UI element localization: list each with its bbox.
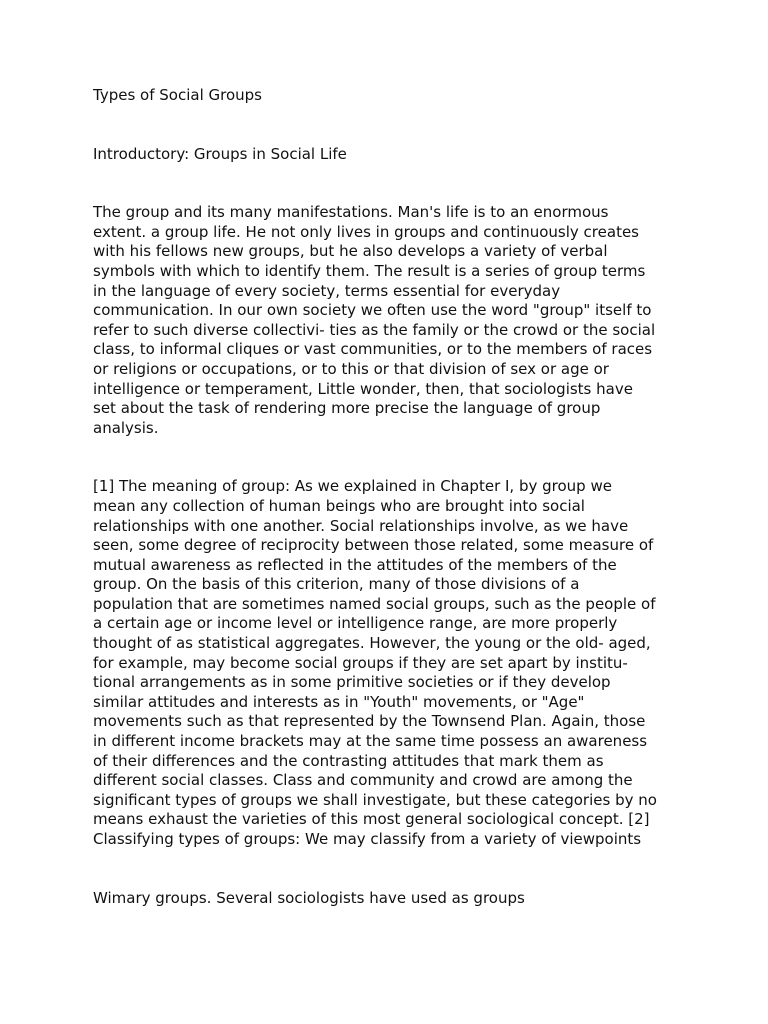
paragraph-line: Classifying types of groups: We may classify from a variety of viewpoints — [93, 830, 642, 848]
paragraph-line: or religions or occupations, or to this or that division of sex or age or — [93, 359, 609, 378]
paragraph-line: group. On the basis of this criterion, many of those divisions of a — [93, 575, 580, 594]
subtitle-text: Introductory: Groups in Social Life — [93, 144, 347, 163]
paragraph-line: intelligence or temperament, Little wonder, then, that sociologists have — [93, 379, 633, 398]
paragraph-line: population that are sometimes named social groups, such as the people of — [93, 594, 656, 613]
paragraph-line: thought of as statistical aggregates. However, the young or the old- aged, — [93, 634, 651, 653]
paragraph-primary-groups — [93, 889, 683, 909]
paragraph-line: in different income brackets may at the same time possess an awareness — [93, 732, 648, 751]
paragraph-meaning-of-group — [93, 477, 683, 849]
paragraph-line: a certain age or income level or intelligence range, are more properly — [93, 614, 618, 633]
paragraph-line: mean any collection of human beings who are brought into social — [93, 496, 585, 515]
paragraph-line: different social classes. Class and community and crowd are among the — [93, 771, 633, 790]
paragraph-line: with his fellows new groups, but he also develops a variety of verbal — [93, 242, 608, 261]
paragraph-line: class, to informal cliques or vast communities, or to the members of races — [93, 340, 653, 359]
paragraph-line: seen, some degree of reciprocity between those related, some measure of — [93, 536, 654, 555]
paragraph-line: in the language of every society, terms essential for everyday — [93, 281, 561, 300]
paragraph-line: relationships with one another. Social relationships involve, as we have — [93, 516, 629, 535]
paragraph-line: movements such as that represented by the Townsend Plan. Again, those — [93, 712, 646, 731]
paragraph-line: symbols with which to identify them. The result is a series of group terms — [93, 261, 646, 280]
paragraph-line: similar attitudes and interests as in "Youth" movements, or "Age" — [93, 692, 585, 711]
document-page — [93, 86, 683, 908]
paragraph-line: tional arrangements as in some primitive societies or if they develop — [93, 673, 611, 692]
paragraph-line: for example, may become social groups if they are set apart by institu- — [93, 653, 628, 672]
paragraph-line: extent. a group life. He not only lives in groups and continuously creates — [93, 222, 639, 241]
paragraph-line: significant types of groups we shall investigate, but these categories by no — [93, 790, 657, 809]
paragraph-line: refer to such diverse collectivi- ties as the family or the crowd or the social — [93, 320, 656, 339]
paragraph-line: The group and its many manifestations. Man's life is to an enormous — [93, 203, 609, 222]
paragraph-intro — [93, 203, 683, 438]
paragraph-line: means exhaust the varieties of this most general sociological concept. [2] — [93, 810, 650, 829]
paragraph-line: analysis. — [93, 418, 159, 437]
document-title — [93, 86, 683, 106]
paragraph-line: of their differences and the contrasting attitudes that mark them as — [93, 751, 604, 770]
paragraph-line: set about the task of rendering more precise the language of group — [93, 399, 601, 418]
paragraph-line: [1] The meaning of group: As we explained in Chapter I, by group we — [93, 477, 612, 496]
title-text: Types of Social Groups — [93, 86, 262, 104]
paragraph-line: communication. In our own society we often use the word "group" itself to — [93, 301, 652, 320]
paragraph-line: mutual awareness as reflected in the attitudes of the members of the — [93, 555, 617, 574]
paragraph-line: Wimary groups. Several sociologists have used as groups — [93, 888, 525, 907]
section-heading — [93, 145, 683, 165]
